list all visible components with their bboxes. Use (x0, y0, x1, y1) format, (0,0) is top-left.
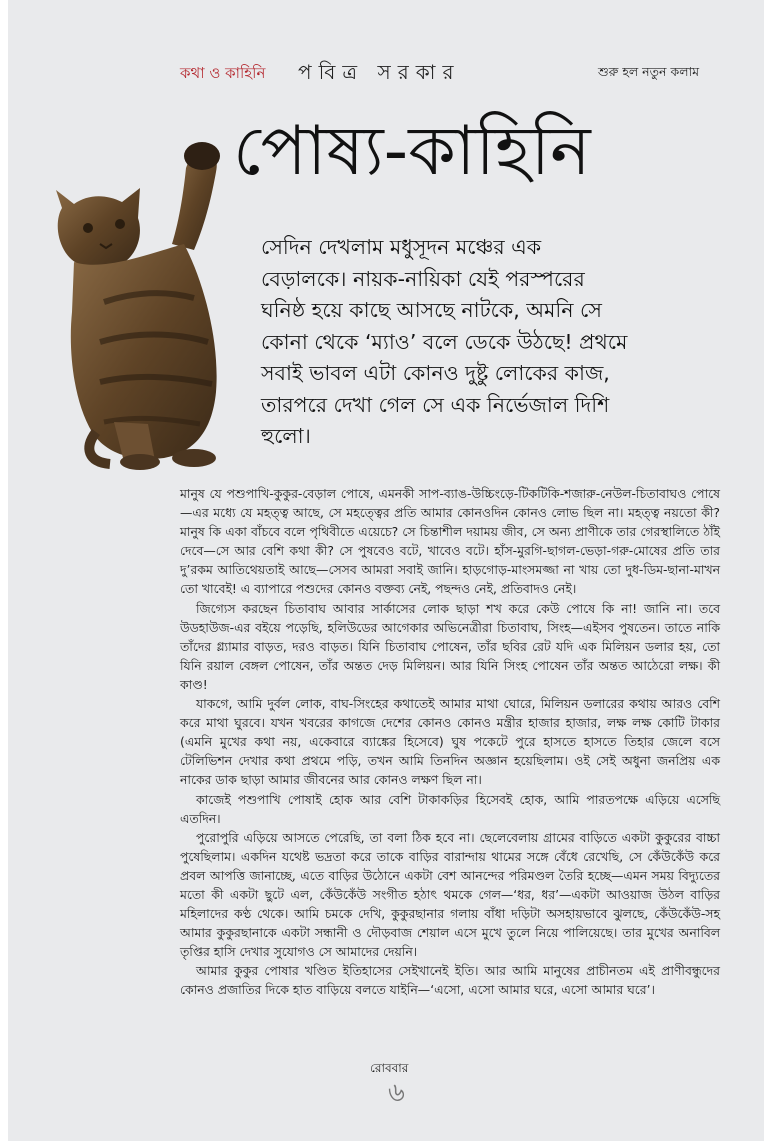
body-paragraph: আমার কুকুর পোষার খণ্ডিত ইতিহাসের সেইখানেই ইতি। আর আমি মানুষের প্রাচীনতম এই প্রাণীবন্ধুদের কোনও প্রজাতির দিকে হাত বাড়িয়ে বলতে যাইনি—‘এসো, এসো আমার ঘরে, এসো আমার ঘরে’। (180, 963, 720, 998)
column-tagline: শুরু হল নতুন কলাম (598, 64, 700, 79)
body-paragraph: কাজেই পশুপাখি পোষাই হোক আর বেশি টাকাকড়ির হিসেবই হোক, আমি পারতপক্ষে এড়িয়ে এসেছি এতদিন। (180, 791, 720, 826)
body-paragraph: পুরোপুরি এড়িয়ে আসতে পেরেছি, তা বলা ঠিক হবে না। ছেলেবেলায় গ্রামের বাড়িতে একটা কুকুরের বাচ্চা পুষেছিলাম। একদিন যথেষ্ট ভদ্রতা করে তাকে বাড়ির বারান্দায় থামের সঙ্গে বেঁধে রেখেছি, সে কেঁউকেঁউ করে প্রবল আপত্তি জানাচ্ছে, এতে বাড়ির উঠোনে একটা বেশ আনন্দের পরিমণ্ডল তৈরি হচ্ছে—এমন সময় বিদ্যুতের মতো কী একটা ছুটে এল, কেঁউকেঁউ সংগীত হঠাৎ থমকে গেল—‘ধর, ধর’—একটা আওয়াজ উঠল বাড়ির মহিলাদের কণ্ঠ থেকে। আমি চমকে দেখি, কুকুরছানার গলায় বাঁধা দড়িটা অসহায়ভাবে ঝুলছে, কেঁউকেঁউ-সহ আমার কুকুরছানাকে একটা সন্ধানী ও দৌড়বাজ শেয়াল এসে মুখে তুলে নিয়ে পালিয়েছে। তার মুখের অনাবিল তৃপ্তির হাসি দেখার সুযোগও সে আমাদের দেয়নি। (180, 829, 720, 960)
article-title: পোষ্য-কাহিনি (233, 112, 591, 191)
magazine-page (8, 0, 764, 1141)
article-body (180, 484, 720, 1000)
author-name: পবিত্র সরকার (298, 60, 461, 84)
body-paragraph: মানুষ যে পশুপাখি-কুকুর-বেড়াল পোষে, এমনকী সাপ-ব্যাঙ-উচ্চিংড়ে-টিকটিকি-শজারু-নেউল-চিতাবাঘও পোষে—এর মধ্যে যে মহত্ত্ব আছে, সে মহত্ত্বের প্রতি আমার কোনওদিন কোনও লোভ ছিল না। মহত্ত্ব নয়তো কী? মানুষ কি একা বাঁচবে বলে পৃথিবীতে এয়েচে? সে চিন্তাশীল দয়াময় জীব, সে অন্য প্রাণীকে তার গেরস্থালিতে ঠাঁই দেবে—সে আর বেশি কথা কী? সে পুষবেও বটে, খাবেও বটে। হাঁস-মুরগি-ছাগল-ভেড়া-গরু-মোষের প্রতি তার দু’রকম আতিথেয়তাই আছে—সেসব আমরা সবাই জানি। হাড়গোড়-মাংসমজ্জা না খায় তো দুধ-ডিম-ছানা-মাখন তো খাবেই! এ ব্যাপারে পশুদের কোনও বক্তব্য নেই, পছন্দও নেই, প্রতিবাদও নেই। (180, 486, 720, 597)
section-label: কথা ও কাহিনি (180, 64, 266, 82)
intro-paragraph: সেদিন দেখলাম মধুসূদন মঞ্চের এক বেড়ালকে। নায়ক-নায়িকা যেই পরস্পরের ঘনিষ্ঠ হয়ে কাছে আসছে নাটকে, অমনি সে কোনা থেকে ‘ম্যাও’ বলে ডেকে উঠছে! প্রথমে সবাই ভাবল এটা কোনও দুষ্টু লোকের কাজ, তারপরে দেখা গেল সে এক নির্ভেজাল দিশি হুলো। (261, 235, 628, 448)
body-paragraph: জিগ্যেস করছেন চিতাবাঘ আবার সার্কাসের লোক ছাড়া শখ করে কেউ পোষে কি না! জানি না। তবে উডহাউজ-এর বইয়ে পড়েছি, হলিউডের আগেকার অভিনেত্রীরা চিতাবাঘ, সিংহ—এইসব পুষতেন। তাতে নাকি তাঁদের গ্ল্যামার বাড়ত, দরও বাড়ত। যিনি চিতাবাঘ পোষেন, তাঁর ছবির রেট যদি এক মিলিয়ন ডলার হয়, তো যিনি রয়াল বেঙ্গল পোষেন, তাঁর অন্তত দেড় মিলিয়ন। আর যিনি সিংহ পোষেন তাঁর অন্তত আঠেরো লক্ষ। কী কাণ্ড! (180, 600, 720, 692)
page-number: ৬ (388, 1078, 405, 1108)
publication-label: রোববার (370, 1061, 409, 1075)
cat-photo (44, 132, 244, 472)
body-paragraph: যাকগে, আমি দুর্বল লোক, বাঘ-সিংহের কথাতেই আমার মাথা ঘোরে, মিলিয়ন ডলারের কথায় আরও বেশি করে মাথা ঘুরবে। যখন খবরের কাগজে দেশের কোনও কোনও মন্ত্রীর হাজার হাজার, লক্ষ লক্ষ কোটি টাকার (এমনি মুখের কথা নয়, একেবারে ব্যাঙ্কের হিসেবে) ঘুষ পকেটে পুরে হাসতে হাসতে তিহার জেলে বসে টেলিভিশন দেখার কথা প্রথমে পড়ি, তখন আমি তিনদিন অজ্ঞান হয়েছিলাম। ওই সেই অধুনা জনপ্রিয় এক নাকের ডাক ছাড়া আমার জীবনের আর কোনও লক্ষণ ছিল না। (180, 696, 720, 788)
